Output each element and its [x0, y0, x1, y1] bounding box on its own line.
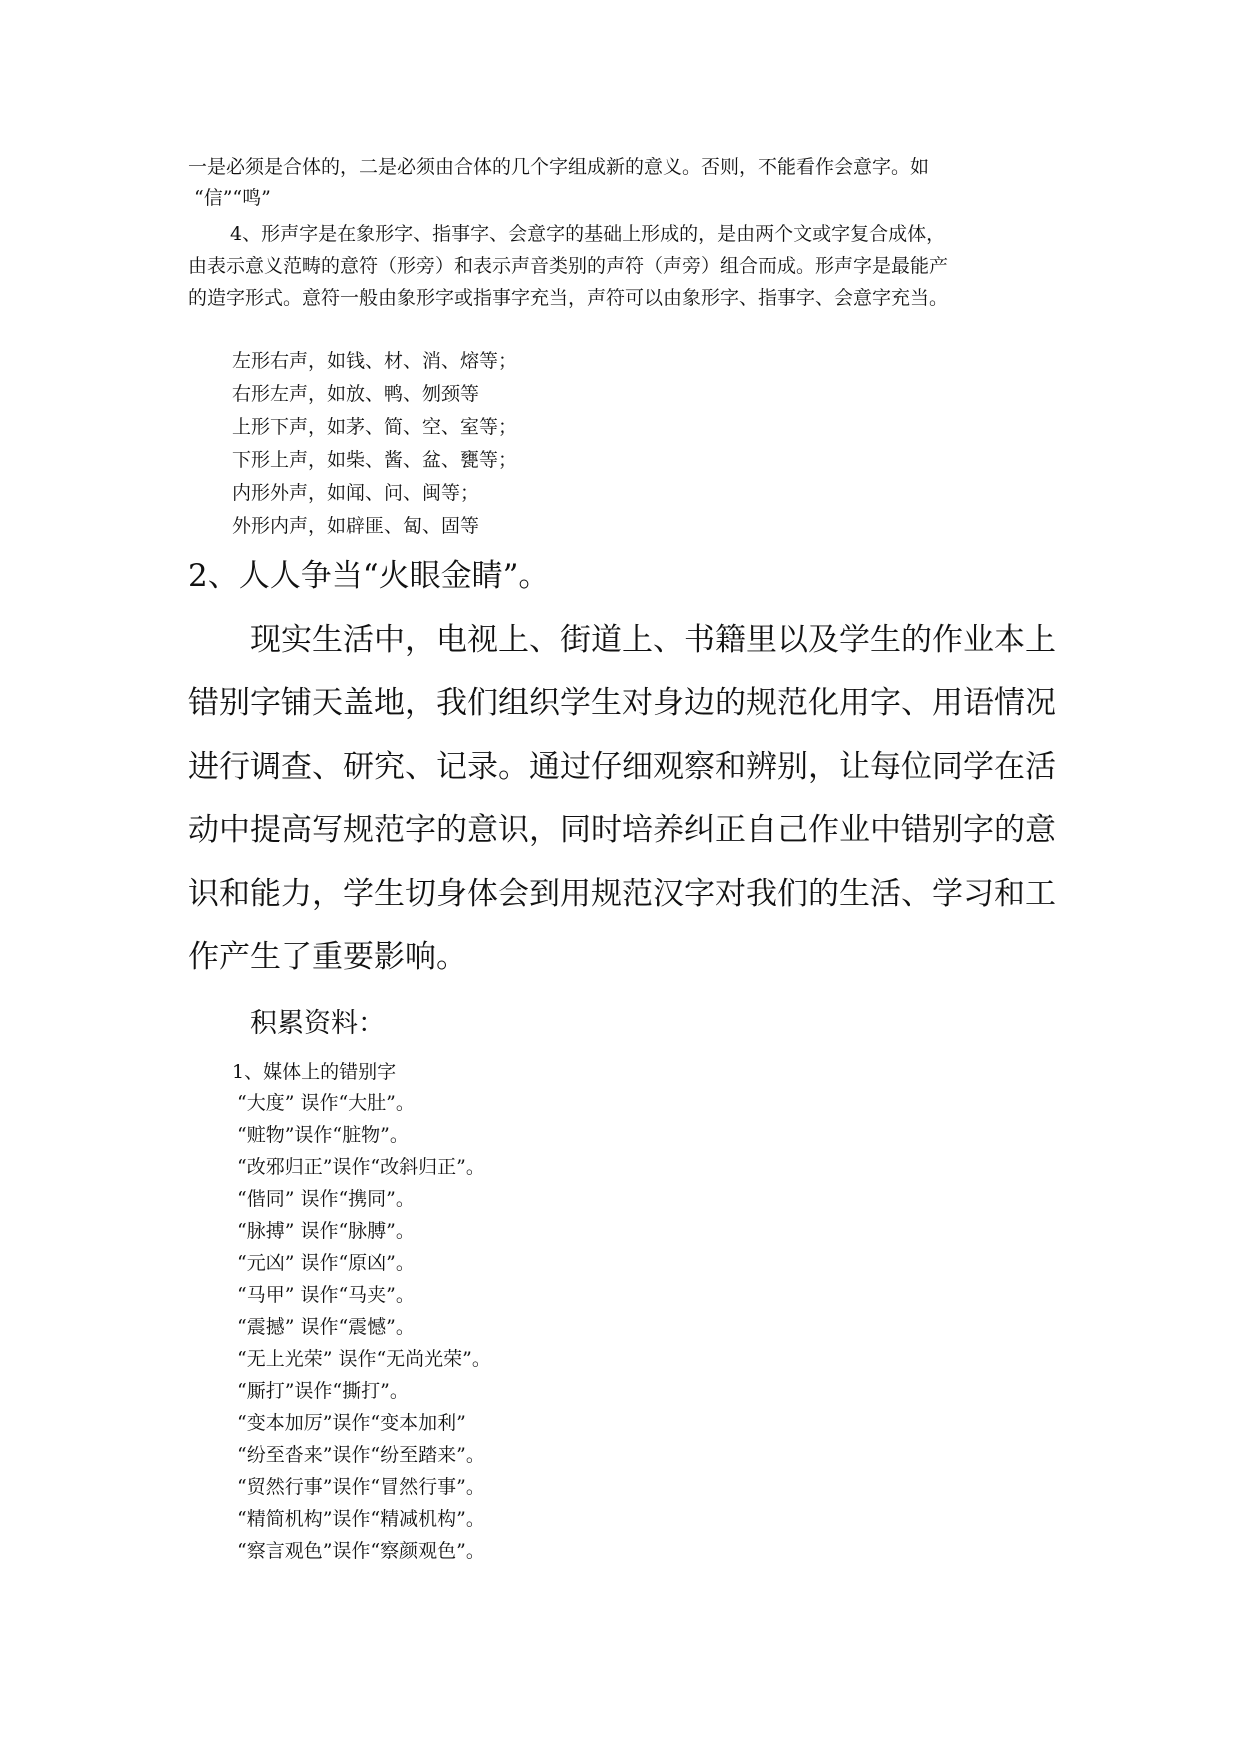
intro-line-1: 一是必须是合体的，二是必须由合体的几个字组成新的意义。否则，不能看作会意字。如 — [188, 156, 930, 178]
typo-item: “震撼” 误作“震憾”。 — [237, 1316, 415, 1338]
structure-example: 外形内声，如辟匪、匐、固等 — [232, 515, 480, 537]
typo-item: “偕同” 误作“携同”。 — [237, 1188, 415, 1210]
typo-item: “元凶” 误作“原凶”。 — [237, 1252, 415, 1274]
structure-example: 右形左声，如放、鸭、刎颈等 — [232, 383, 480, 405]
section2-body-line: 作产生了重要影响。 — [188, 939, 467, 975]
para4-line-3: 的造字形式。意符一般由象形字或指事字充当，声符可以由象形字、指事字、会意字充当。 — [188, 287, 949, 309]
typo-item: “马甲” 误作“马夹”。 — [237, 1284, 415, 1306]
section2-body-line: 现实生活中，电视上、街道上、书籍里以及学生的作业本上 — [250, 622, 1056, 658]
typo-item: “察言观色”误作“察颜观色”。 — [237, 1540, 485, 1562]
section2-body-line: 进行调查、研究、记录。通过仔细观察和辨别，让每位同学在活 — [188, 749, 1056, 785]
typo-item: “纷至沓来”误作“纷至踏来”。 — [237, 1444, 485, 1466]
structure-example: 上形下声，如茅、简、空、室等； — [232, 416, 518, 438]
structure-example: 内形外声，如闻、问、闽等； — [232, 482, 480, 504]
section2-body-line: 动中提高写规范字的意识，同时培养纠正自己作业中错别字的意 — [188, 812, 1056, 848]
structure-example: 左形右声，如钱、材、消、熔等； — [232, 350, 518, 372]
typo-item: “无上光荣” 误作“无尚光荣”。 — [237, 1348, 491, 1370]
section2-body-line: 识和能力，学生切身体会到用规范汉字对我们的生活、学习和工 — [188, 876, 1056, 912]
structure-example: 下形上声，如柴、酱、盆、甕等； — [232, 449, 518, 471]
typo-item: “精简机构”误作“精减机构”。 — [237, 1508, 485, 1530]
materials-subheading: 1、媒体上的错别字 — [232, 1061, 397, 1083]
materials-heading: 积累资料： — [250, 1008, 385, 1039]
typo-item: “变本加厉”误作“变本加利” — [237, 1412, 466, 1434]
typo-item: “脉搏” 误作“脉膊”。 — [237, 1220, 415, 1242]
typo-item: “大度” 误作“大肚”。 — [237, 1092, 415, 1114]
section2-body-line: 错别字铺天盖地，我们组织学生对身边的规范化用字、用语情况 — [188, 685, 1056, 721]
section2-heading: 2、人人争当“火眼金睛”。 — [188, 558, 550, 594]
typo-item: “赃物”误作“脏物”。 — [237, 1124, 409, 1146]
typo-item: “厮打”误作“撕打”。 — [237, 1380, 409, 1402]
para4-line-2: 由表示意义范畴的意符（形旁）和表示声音类别的声符（声旁）组合而成。形声字是最能产 — [188, 255, 949, 277]
intro-line-2: “信”“鸣” — [194, 187, 271, 209]
typo-item: “改邪归正”误作“改斜归正”。 — [237, 1156, 485, 1178]
para4-line-1: 4、形声字是在象形字、指事字、会意字的基础上形成的，是由两个文或字复合成体， — [230, 223, 946, 245]
typo-item: “贸然行事”误作“冒然行事”。 — [237, 1476, 485, 1498]
